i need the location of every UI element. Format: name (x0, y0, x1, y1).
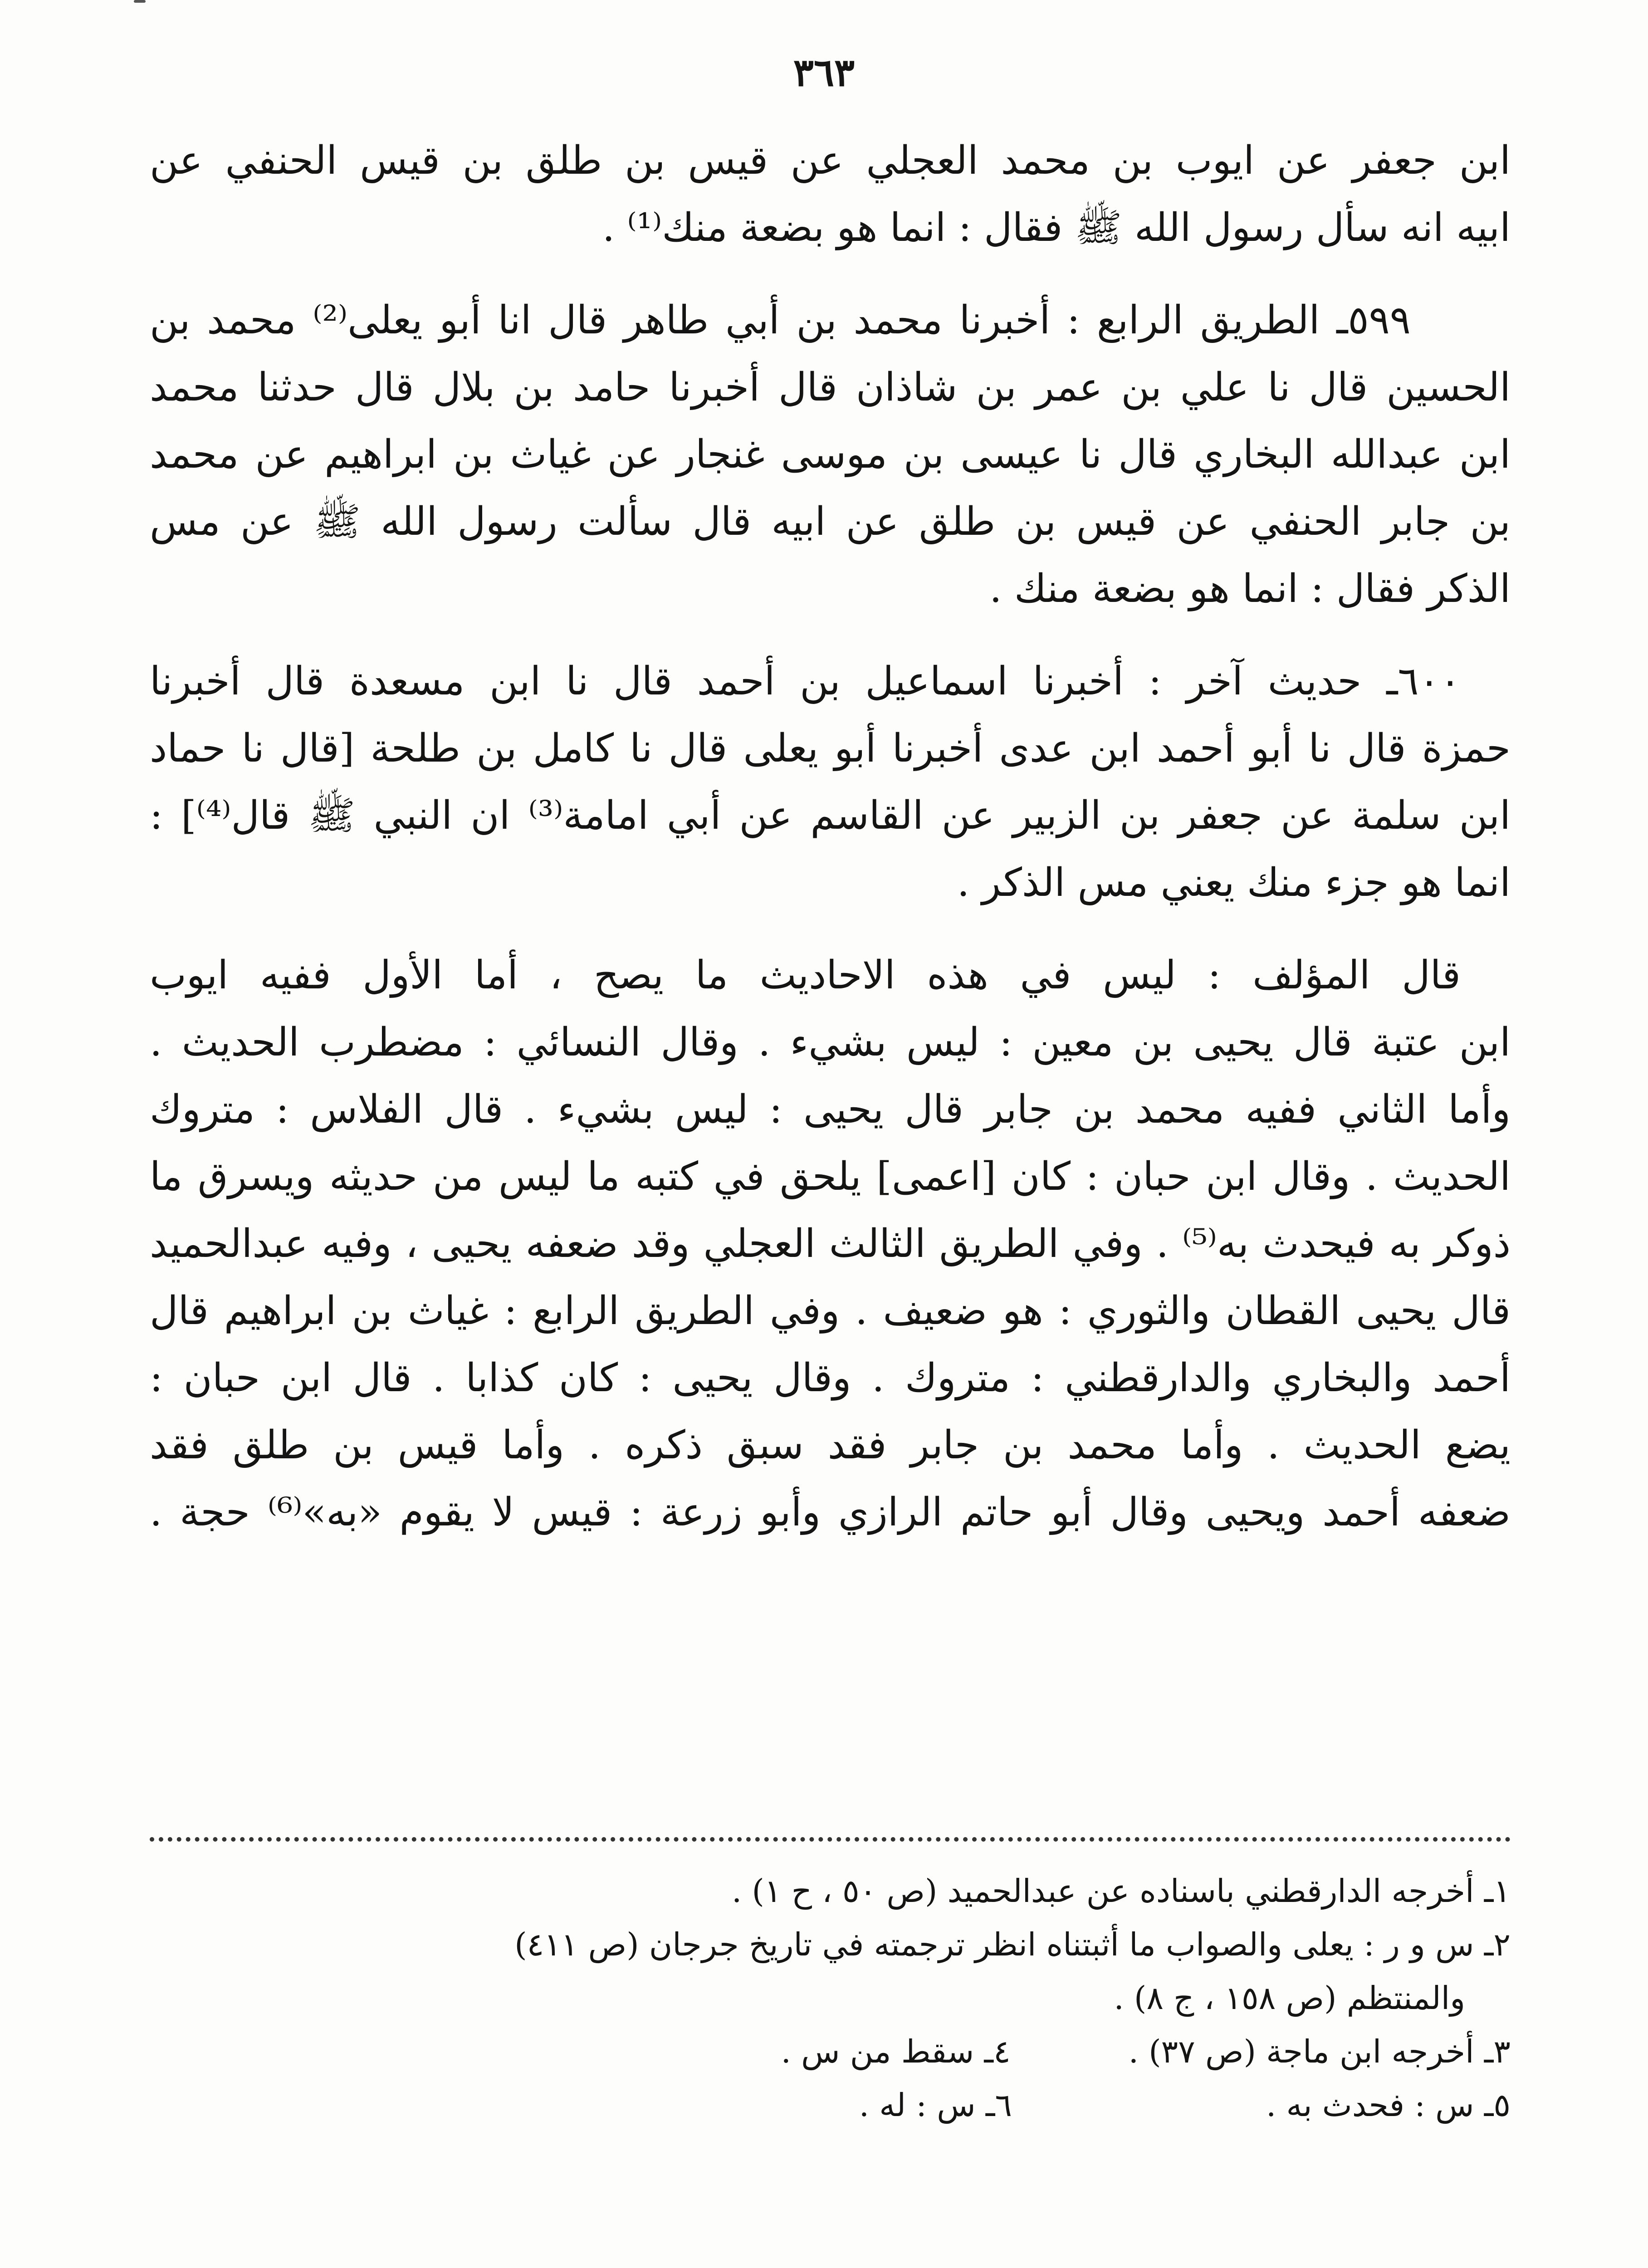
footnote-1: ١ـ أخرجه الدارقطني باسناده عن عبدالحميد (ص ٥٠ ، ح ١) . (732, 1872, 1511, 1910)
body-text (150, 127, 1511, 1571)
text-line: الذكر فقال : انما هو بضعة منك . (989, 566, 1511, 611)
footnote-separator (150, 1837, 1511, 1842)
footnote-2: ٢ـ س و ر : يعلى والصواب ما أثبتناه انظر ترجمته في تاريخ جرجان (ص ٤١١) (514, 1926, 1511, 1963)
page-number: ٣٦٣ (793, 50, 855, 95)
footnote-3: ٣ـ أخرجه ابن ماجة (ص ٣٧) . (1128, 2033, 1511, 2070)
text-line: ضعفه أحمد ويحيى وقال أبو حاتم الرازي وأبو زرعة : قيس لا يقوم «به»⁽⁶⁾ حجة . (150, 1490, 1511, 1535)
text-line: قال المؤلف : ليس في هذه الاحاديث ما يصح ، أما الأول ففيه ايوب (150, 953, 1461, 998)
footnote-row (150, 2078, 1511, 2132)
text-line: ابن عتبة قال يحيى بن معين : ليس بشيء . وقال النسائي : مضطرب الحديث . (150, 1020, 1511, 1065)
scan-mark (134, 0, 146, 3)
text-line: ابن سلمة عن جعفر بن الزبير عن القاسم عن أبي امامة⁽³⁾ ان النبي ﷺ قال⁽⁴⁾] : (150, 793, 1511, 838)
text-line: انما هو جزء منك يعني مس الذكر . (957, 860, 1511, 905)
text-line: الحديث . وقال ابن حبان : كان [اعمى] يلحق في كتبه ما ليس من حديثه ويسرق ما (150, 1154, 1511, 1199)
text-line: حمزة قال نا أبو أحمد ابن عدى أخبرنا أبو يعلى قال نا كامل بن طلحة [قال نا حماد (150, 726, 1511, 771)
text-line: الحسين قال نا علي بن عمر بن شاذان قال أخبرنا حامد بن بلال قال حدثنا محمد (150, 365, 1511, 410)
paragraph-1 (150, 127, 1511, 261)
footnote-2-continuation: والمنتظم (ص ١٥٨ ، ج ٨) . (1114, 1980, 1465, 2017)
paragraph-599 (150, 287, 1511, 622)
text-line: ابن جعفر عن ايوب بن محمد العجلي عن قيس بن طلق بن قيس الحنفي عن (150, 138, 1511, 183)
paragraph-author-comment (150, 942, 1511, 1546)
text-line: أحمد والبخاري والدارقطني : متروك . وقال يحيى : كان كذابا . قال ابن حبان : (150, 1355, 1511, 1401)
text-line: بن جابر الحنفي عن قيس بن طلق عن ابيه قال سألت رسول الله ﷺ عن مس (150, 499, 1511, 544)
text-line: يضع الحديث . وأما محمد بن جابر فقد سبق ذكره . وأما قيس بن طلق فقد (150, 1422, 1511, 1468)
footnote-4: ٤ـ سقط من س . (781, 2033, 1011, 2070)
text-line: قال يحيى القطان والثوري : هو ضعيف . وفي الطريق الرابع : غياث بن ابراهيم قال (150, 1288, 1511, 1334)
footnote-5: ٥ـ س : فحدث به . (1266, 2087, 1511, 2124)
footnote-6: ٦ـ س : له . (859, 2087, 1012, 2124)
text-line: ٦٠٠ـ حديث آخر : أخبرنا اسماعيل بن أحمد قال نا ابن مسعدة قال أخبرنا (150, 659, 1461, 704)
footnotes (150, 1864, 1511, 2132)
text-line: وأما الثاني ففيه محمد بن جابر قال يحيى : ليس بشيء . قال الفلاس : متروك (150, 1087, 1511, 1132)
footnote-row (150, 2025, 1511, 2078)
text-line: ٥٩٩ـ الطريق الرابع : أخبرنا محمد بن أبي طاهر قال انا أبو يعلى⁽²⁾ محمد بن (150, 298, 1411, 343)
text-line: ابن عبدالله البخاري قال نا عيسى بن موسى غنجار عن غياث بن ابراهيم عن محمد (150, 432, 1511, 477)
text-line: ابيه انه سأل رسول الله ﷺ فقال : انما هو بضعة منك⁽¹⁾ . (602, 205, 1511, 250)
paragraph-600 (150, 648, 1511, 916)
text-line: ذوكر به فيحدث به⁽⁵⁾ . وفي الطريق الثالث العجلي وقد ضعفه يحيى ، وفيه عبدالحميد (150, 1221, 1511, 1266)
